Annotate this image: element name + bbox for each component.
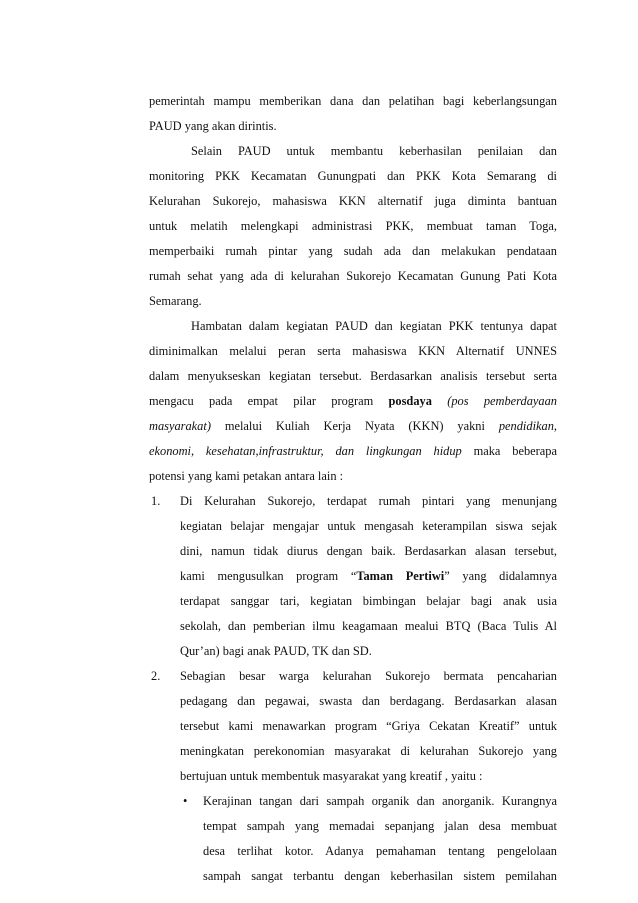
text-line: Semarang. bbox=[149, 294, 202, 308]
list-item-line: bertujuan untuk membentuk masyarakat yang kreatif , yaitu : bbox=[180, 769, 483, 783]
text-run: kami mengusulkan program “ bbox=[180, 569, 357, 583]
list-marker: 2. bbox=[151, 669, 161, 683]
text-line: untuk melatih melengkapi administrasi PKK, membuat taman Toga, bbox=[149, 219, 557, 233]
text-line: rumah sehat yang ada di kelurahan Sukorejo Kecamatan Gunung Pati Kota bbox=[149, 269, 557, 283]
text-run: ekonomi, kesehatan,infrastruktur, dan lingkungan hidup bbox=[149, 444, 462, 458]
list-item-line: pedagang dan pegawai, swasta dan berdagang. Berdasarkan alasan bbox=[180, 694, 557, 708]
text-line: potensi yang kami petakan antara lain : bbox=[149, 469, 344, 483]
list-item-line: sekolah, dan pemberian ilmu keagamaan mealui BTQ (Baca Tulis Al bbox=[180, 619, 557, 633]
text-line: Kelurahan Sukorejo, mahasiswa KKN alternatif juga diminta bantuan bbox=[149, 194, 557, 208]
text-line bbox=[149, 393, 557, 409]
bullet-line: sampah sangat terbantu dengan keberhasilan sistem pemilahan bbox=[203, 869, 557, 883]
text-line: Hambatan dalam kegiatan PAUD dan kegiatan PKK tentunya dapat bbox=[191, 319, 557, 333]
bullet-marker: • bbox=[183, 794, 188, 808]
text-line: Selain PAUD untuk membantu keberhasilan penilaian dan bbox=[191, 144, 557, 158]
list-item-line bbox=[180, 568, 557, 584]
list-item-line: kegiatan belajar mengajar untuk mengasah keterampilan siswa sejak bbox=[180, 519, 557, 533]
list-item-line: Sebagian besar warga kelurahan Sukorejo bermata pencaharian bbox=[180, 669, 557, 683]
text-run: ” yang didalamnya bbox=[444, 569, 557, 583]
bullet-line: desa terlihat kotor. Adanya pemahaman tentang pengelolaan bbox=[203, 844, 557, 858]
list-item-line: tersebut kami menawarkan program “Griya Cekatan Kreatif” untuk bbox=[180, 719, 557, 733]
text-line: diminimalkan melalui peran serta mahasiswa KKN Alternatif UNNES bbox=[149, 344, 557, 358]
text-run: pendidikan, bbox=[498, 419, 557, 433]
list-item-line: Qur’an) bagi anak PAUD, TK dan SD. bbox=[180, 644, 372, 658]
text-run: maka beberapa bbox=[461, 444, 557, 458]
list-item-line: Di Kelurahan Sukorejo, terdapat rumah pintari yang menunjang bbox=[180, 494, 557, 508]
text-line bbox=[149, 443, 557, 459]
list-item-line: terdapat sanggar tari, kegiatan bimbingan belajar bagi anak usia bbox=[180, 594, 557, 608]
text-line bbox=[149, 418, 557, 434]
text-line: pemerintah mampu memberikan dana dan pelatihan bagi keberlangsungan bbox=[149, 94, 557, 108]
bullet-line: tempat sampah yang memadai sepanjang jalan desa membuat bbox=[203, 819, 557, 833]
list-marker: 1. bbox=[151, 494, 161, 508]
list-item-line: dini, namun tidak diurus dengan baik. Berdasarkan alasan tersebut, bbox=[180, 544, 557, 558]
text-line: dalam menyukseskan kegiatan tersebut. Berdasarkan analisis tersebut serta bbox=[149, 369, 557, 383]
text-line: memperbaiki rumah pintar yang sudah ada dan melakukan pendataan bbox=[149, 244, 557, 258]
program-name-taman-pertiwi: Taman Pertiwi bbox=[356, 569, 445, 583]
text-run: mengacu pada empat pilar program bbox=[149, 394, 389, 408]
text-line: monitoring PKK Kecamatan Gunungpati dan PKK Kota Semarang di bbox=[149, 169, 557, 183]
program-name-posdaya: posdaya bbox=[388, 394, 432, 408]
text-run: melalui Kuliah Kerja Nyata (KKN) yakni bbox=[210, 419, 499, 433]
text-run: masyarakat) bbox=[149, 419, 211, 433]
text-run: (pos pemberdayaan bbox=[431, 394, 557, 408]
bullet-line: Kerajinan tangan dari sampah organik dan anorganik. Kurangnya bbox=[203, 794, 557, 808]
text-line: PAUD yang akan dirintis. bbox=[149, 119, 277, 133]
list-item-line: meningkatan perekonomian masyarakat di kelurahan Sukorejo yang bbox=[180, 744, 557, 758]
